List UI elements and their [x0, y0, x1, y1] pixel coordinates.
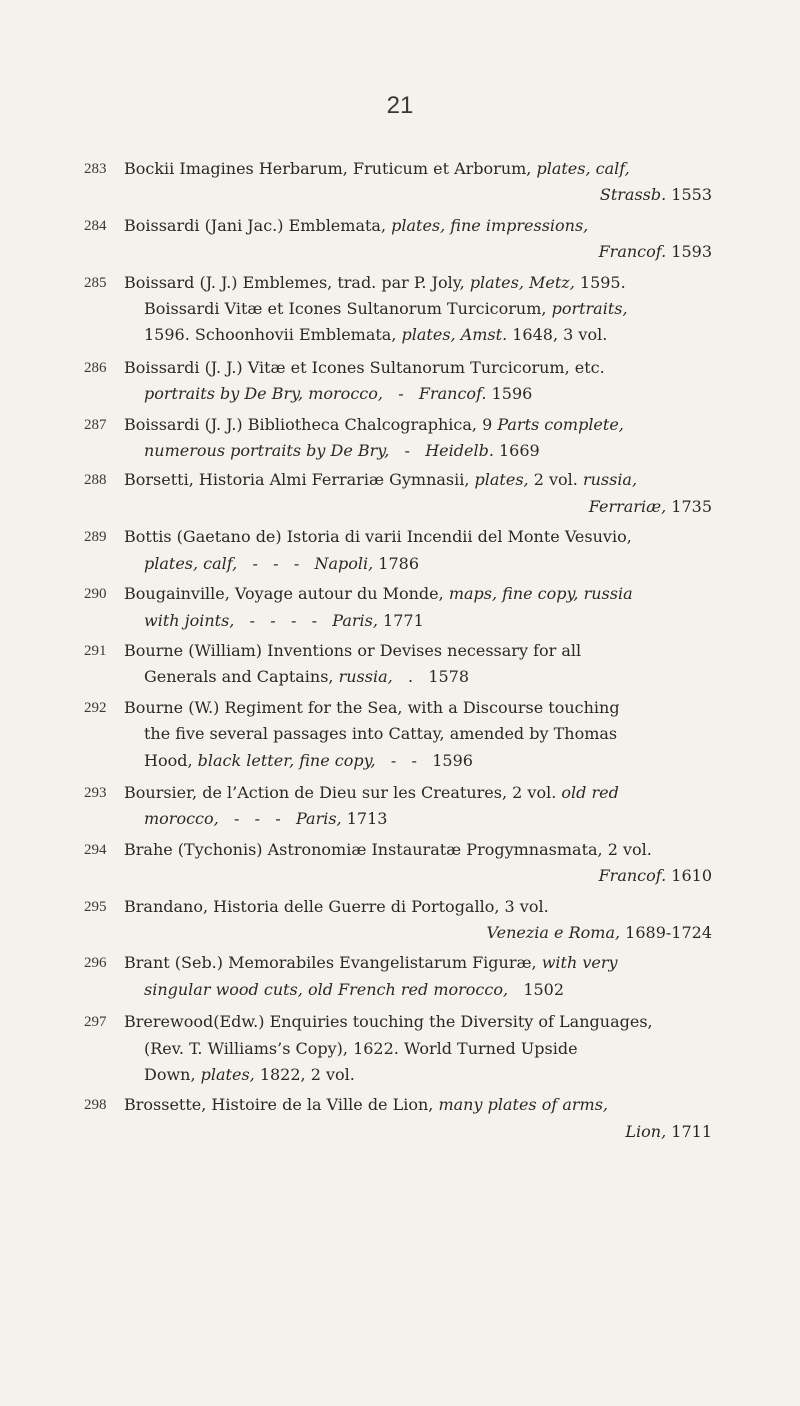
- entry-text: Brossette, Histoire de la Ville de Lion,: [124, 1095, 439, 1115]
- entry-text: Boissardi Vitæ et Icones Sultanorum Turcicorum,: [144, 299, 552, 319]
- entry-number: 289: [84, 529, 107, 546]
- entry-text: Bourne (William) Inventions or Devises necessary for all: [124, 640, 582, 660]
- entry-italic-text: plates, calf,: [536, 159, 630, 178]
- entry-number: 284: [84, 217, 107, 234]
- catalogue-entry: [84, 695, 712, 774]
- entry-number: 295: [84, 898, 107, 915]
- catalogue-entries: [84, 152, 712, 1145]
- entry-italic-text: Francof.: [418, 384, 487, 404]
- entry-italic-text: plates, Amst.: [401, 325, 508, 345]
- entry-text: the five several passages into Cattay, amended by Thomas: [144, 724, 618, 744]
- entry-line: [124, 322, 712, 348]
- entry-line: [124, 894, 712, 920]
- entry-text: 1596. Schoonhovii Emblemata,: [144, 325, 402, 345]
- entry-italic-text: portraits,: [551, 299, 628, 319]
- entry-line: [124, 1092, 712, 1118]
- entry-text: -: [389, 441, 426, 461]
- catalogue-entry: [84, 1092, 712, 1145]
- catalogue-entry: [84, 467, 712, 520]
- entry-italic-text: Paris,: [295, 809, 342, 829]
- entry-text: Brerewood(Edw.) Enquiries touching the Diversity of Languages,: [124, 1012, 653, 1032]
- entry-text: 1595.: [574, 272, 626, 292]
- entry-text: Brandano, Historia delle Guerre di Portogallo, 3 vol.: [124, 896, 549, 916]
- entry-text: Boissard (J. J.) Emblemes, trad. par P. Joly,: [124, 272, 470, 292]
- entry-text: - - 1596: [375, 750, 473, 770]
- entry-text: Generals and Captains,: [144, 667, 339, 687]
- entry-italic-text: russia,: [338, 667, 393, 687]
- catalogue-entry: [84, 638, 712, 691]
- entry-line: [124, 355, 712, 381]
- entry-text: Boissardi (Jani Jac.) Emblemata,: [124, 215, 392, 235]
- entry-text: 1553: [666, 185, 712, 205]
- entry-italic-text: Francof.: [598, 242, 667, 262]
- entry-number: 298: [84, 1097, 107, 1114]
- entry-line: [124, 638, 712, 664]
- entry-line: [124, 977, 712, 1003]
- entry-line: [124, 524, 712, 550]
- entry-text: 1713: [341, 809, 388, 829]
- entry-number: 293: [84, 784, 107, 801]
- entry-italic-text: Paris,: [332, 610, 378, 630]
- entry-line: [124, 863, 712, 889]
- entry-line: [124, 950, 712, 976]
- entry-italic-text: plates, fine impressions,: [391, 215, 589, 235]
- entry-text: 1502: [508, 979, 565, 999]
- entry-line: [124, 1062, 712, 1088]
- catalogue-entry: [84, 837, 712, 890]
- entry-text: Bockii Imagines Herbarum, Fruticum et Arborum,: [124, 159, 537, 178]
- entry-italic-text: Francof.: [598, 866, 667, 886]
- entry-text: - - -: [218, 809, 296, 829]
- entry-italic-text: Parts complete,: [497, 414, 624, 434]
- entry-text: (Rev. T. Williams’s Copy), 1622. World Turned Upside: [144, 1038, 578, 1058]
- entry-line: [124, 806, 712, 832]
- entry-number: 294: [84, 841, 107, 858]
- entry-text: Brant (Seb.) Memorabiles Evangelistarum Figuræ,: [124, 953, 542, 973]
- entry-text: . 1578: [392, 667, 470, 687]
- entry-italic-text: maps, fine copy, russia: [448, 584, 633, 604]
- entry-text: -: [382, 384, 419, 404]
- entry-text: Borsetti, Historia Almi Ferrariæ Gymnasii,: [124, 470, 475, 490]
- entry-line: [124, 467, 712, 493]
- entry-italic-text: black letter, fine copy,: [197, 750, 376, 770]
- entry-number: 297: [84, 1014, 107, 1031]
- entry-text: 1689-1724: [620, 922, 712, 942]
- entry-italic-text: Heidelb.: [425, 441, 494, 461]
- entry-number: 292: [84, 699, 107, 716]
- entry-italic-text: plates,: [474, 470, 529, 490]
- catalogue-entry: [84, 156, 712, 209]
- entry-line: [124, 381, 712, 407]
- entry-number: 285: [84, 274, 107, 291]
- entry-italic-text: plates,: [200, 1065, 255, 1084]
- catalogue-entry: [84, 581, 712, 634]
- entry-line: [124, 412, 712, 438]
- entry-text: Down,: [144, 1065, 201, 1084]
- entry-text: 1669: [493, 441, 540, 461]
- entry-italic-text: singular wood cuts, old French red morocco,: [144, 979, 509, 999]
- entry-number: 286: [84, 359, 107, 376]
- entry-line: [124, 721, 712, 747]
- catalogue-entry: [84, 213, 712, 266]
- entry-line: [124, 748, 712, 774]
- entry-line: [124, 182, 712, 208]
- catalogue-entry: [84, 950, 712, 1003]
- entry-italic-text: old red: [561, 782, 619, 802]
- entry-line: [124, 920, 712, 946]
- entry-italic-text: many plates of arms,: [438, 1095, 608, 1115]
- catalogue-entry: [84, 524, 712, 577]
- entry-line: [124, 213, 712, 239]
- entry-number: 290: [84, 586, 107, 603]
- entry-italic-text: morocco,: [144, 809, 219, 829]
- entry-line: [124, 1119, 712, 1145]
- entry-line: [124, 837, 712, 863]
- entry-text: - - -: [237, 553, 315, 573]
- entry-line: [124, 695, 712, 721]
- entry-line: [124, 608, 712, 634]
- entry-line: [124, 664, 712, 690]
- entry-line: [124, 239, 712, 265]
- entry-line: [124, 296, 712, 322]
- entry-italic-text: Strassb.: [599, 185, 667, 205]
- entry-italic-text: Lion,: [625, 1121, 667, 1141]
- catalogue-entry: [84, 270, 712, 349]
- page-number: 21: [386, 92, 414, 119]
- catalogue-entry: [84, 355, 712, 408]
- entry-text: 1648, 3 vol.: [507, 325, 608, 345]
- entry-text: 1735: [666, 496, 712, 516]
- entry-text: 1771: [377, 610, 424, 630]
- entry-text: Bottis (Gaetano de) Istoria di varii Incendii del Monte Vesuvio,: [124, 527, 632, 547]
- entry-line: [124, 780, 712, 806]
- entry-text: Boissardi (J. J.) Vitæ et Icones Sultanorum Turcicorum, etc.: [124, 357, 605, 377]
- entry-text: - - - -: [234, 610, 333, 630]
- entry-text: 1822, 2 vol.: [254, 1065, 355, 1084]
- entry-number: 291: [84, 642, 107, 659]
- entry-text: Boissardi (J. J.) Bibliotheca Chalcographica, 9: [124, 414, 498, 434]
- entry-italic-text: plates, Metz,: [469, 272, 575, 292]
- entry-text: 1593: [666, 242, 712, 262]
- entry-italic-text: with joints,: [144, 610, 235, 630]
- entry-italic-text: russia,: [582, 470, 638, 490]
- entry-italic-text: Venezia e Roma,: [486, 922, 621, 942]
- catalogue-entry: [84, 412, 712, 465]
- entry-number: 283: [84, 161, 107, 177]
- entry-text: 1711: [666, 1121, 712, 1141]
- entry-italic-text: numerous portraits by De Bry,: [144, 441, 390, 461]
- entry-text: 1610: [666, 866, 712, 886]
- entry-line: [124, 156, 712, 182]
- entry-italic-text: with very: [541, 953, 618, 973]
- entry-text: 1786: [373, 553, 420, 573]
- entry-line: [124, 581, 712, 607]
- entry-text: Brahe (Tychonis) Astronomiæ Instauratæ Progymnasmata, 2 vol.: [124, 839, 652, 859]
- entry-text: Bougainville, Voyage autour du Monde,: [124, 584, 449, 604]
- entry-line: [124, 551, 712, 577]
- entry-italic-text: Ferrariæ,: [588, 496, 667, 516]
- entry-number: 287: [84, 416, 107, 433]
- entry-text: 1596: [486, 384, 533, 404]
- entry-line: [124, 438, 712, 464]
- entry-text: 2 vol.: [528, 470, 583, 490]
- entry-italic-text: plates, calf,: [144, 553, 238, 573]
- entry-number: 296: [84, 955, 107, 972]
- entry-text: Boursier, de l’Action de Dieu sur les Creatures, 2 vol.: [124, 782, 562, 802]
- entry-line: [124, 270, 712, 296]
- catalogue-entry: [84, 780, 712, 833]
- entry-italic-text: portraits by De Bry, morocco,: [144, 384, 383, 404]
- entry-line: [124, 494, 712, 520]
- entry-line: [124, 1009, 712, 1035]
- entry-italic-text: Napoli,: [314, 553, 374, 573]
- entry-text: Bourne (W.) Regiment for the Sea, with a Discourse touching: [124, 697, 620, 717]
- entry-text: Hood,: [144, 750, 198, 770]
- catalogue-entry: [84, 894, 712, 947]
- entry-line: [124, 1036, 712, 1062]
- catalogue-entry: [84, 1009, 712, 1088]
- entry-number: 288: [84, 472, 107, 489]
